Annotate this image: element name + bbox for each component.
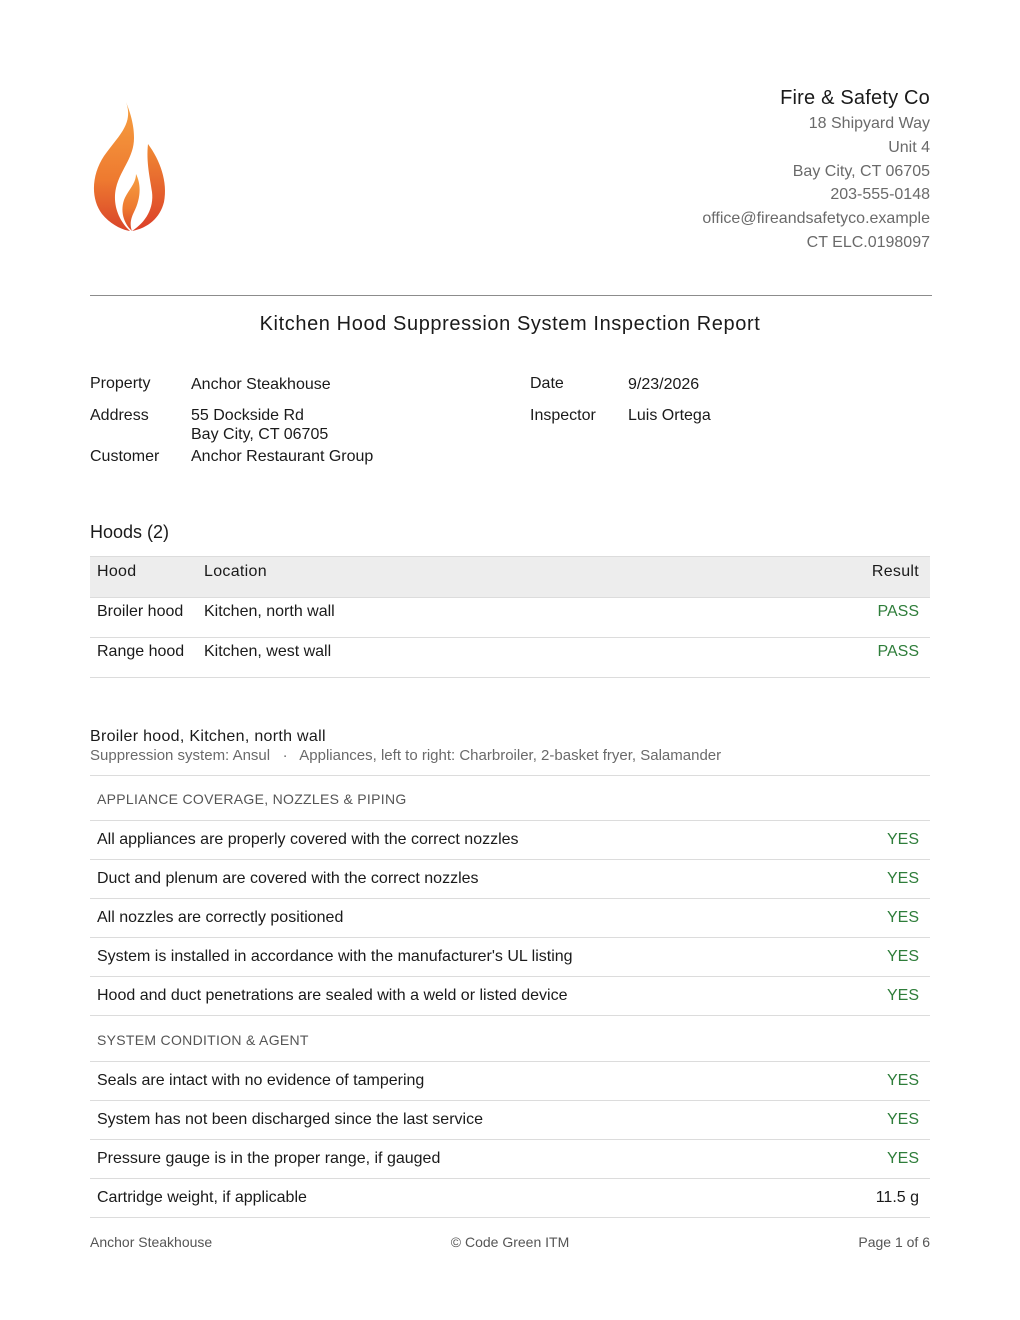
flame-icon (90, 100, 170, 234)
hoods-heading: Hoods (2) (90, 522, 170, 542)
checklist-item (90, 1101, 930, 1140)
hood-name: Broiler hood (97, 603, 184, 620)
address-line-1: 55 Dockside Rd (191, 407, 304, 424)
checklist-question: System is installed in accordance with the manufacturer's UL listing (97, 948, 573, 965)
checklist-answer: 11.5 g (875, 1189, 919, 1206)
checklist-question: System has not been discharged since the last service (97, 1111, 483, 1128)
column-header-location: Location (204, 563, 267, 580)
company-address-line: 18 Shipyard Way (808, 115, 930, 132)
hood-location: Kitchen, north wall (204, 603, 335, 620)
company-license: CT ELC.0198097 (806, 233, 930, 251)
date-value: 9/23/2026 (628, 376, 700, 393)
footer-page-number: Page 1 of 6 (858, 1234, 930, 1250)
report-title: Kitchen Hood Suppression System Inspection Report (259, 313, 761, 335)
footer-property: Anchor Steakhouse (90, 1234, 213, 1250)
inspector-label: Inspector (530, 407, 596, 424)
property-value: Anchor Steakhouse (191, 376, 331, 393)
checklist-answer: YES (886, 831, 919, 848)
company-phone: 203-555-0148 (830, 186, 930, 204)
address-label: Address (90, 407, 149, 424)
footer-copyright: © Code Green ITM (450, 1234, 570, 1250)
checklist-item (90, 1140, 930, 1179)
inspection-checklist (90, 775, 930, 1218)
table-row (90, 638, 930, 678)
checklist-answer: YES (886, 987, 919, 1004)
address-line-2: Bay City, CT 06705 (191, 426, 329, 443)
checklist-answer: YES (886, 1072, 919, 1089)
checklist-item (90, 977, 930, 1016)
hood-result: PASS (877, 643, 919, 660)
customer-value: Anchor Restaurant Group (191, 448, 374, 465)
hood-result: PASS (877, 603, 919, 620)
company-address-line: Bay City, CT 06705 (792, 162, 930, 180)
hood-detail-title: Broiler hood, Kitchen, north wall (90, 728, 326, 745)
checklist-category (90, 776, 930, 821)
hood-name: Range hood (97, 643, 185, 660)
table-row (90, 598, 930, 638)
hoods-table (90, 556, 930, 678)
checklist-category (90, 1016, 930, 1062)
customer-label: Customer (90, 448, 160, 465)
checklist-answer: YES (886, 1150, 919, 1167)
checklist-item (90, 1062, 930, 1101)
hood-detail-subtitle: Suppression system: Ansul · Appliances, left to right: Charbroiler, 2-basket fryer, Salamander (90, 747, 722, 764)
company-address-line: Unit 4 (888, 138, 930, 156)
checklist-item (90, 1179, 930, 1218)
header-divider (90, 295, 932, 296)
hoods-table-header (90, 556, 930, 598)
checklist-answer: YES (886, 948, 919, 965)
category-label: SYSTEM CONDITION & AGENT (97, 1032, 309, 1048)
checklist-answer: YES (886, 870, 919, 887)
checklist-question: Duct and plenum are covered with the correct nozzles (97, 870, 479, 887)
checklist-question: All appliances are properly covered with the correct nozzles (97, 831, 519, 848)
checklist-question: Cartridge weight, if applicable (97, 1189, 307, 1206)
checklist-item (90, 860, 930, 899)
column-header-result: Result (871, 563, 919, 580)
checklist-item (90, 821, 930, 860)
checklist-item (90, 899, 930, 938)
company-block (702, 86, 930, 255)
checklist-question: Hood and duct penetrations are sealed with a weld or listed device (97, 987, 568, 1004)
checklist-answer: YES (886, 909, 919, 926)
property-label: Property (90, 375, 151, 392)
hood-location: Kitchen, west wall (204, 643, 332, 660)
checklist-answer: YES (886, 1111, 919, 1128)
checklist-question: All nozzles are correctly positioned (97, 909, 344, 926)
checklist-item (90, 938, 930, 977)
checklist-question: Pressure gauge is in the proper range, if gauged (97, 1150, 441, 1167)
company-email: office@fireandsafetyco.example (702, 210, 930, 228)
date-label: Date (530, 375, 564, 392)
category-label: APPLIANCE COVERAGE, NOZZLES & PIPING (97, 791, 407, 807)
inspector-value: Luis Ortega (628, 407, 711, 424)
company-name: Fire & Safety Co (780, 87, 930, 109)
column-header-hood: Hood (97, 563, 137, 580)
checklist-question: Seals are intact with no evidence of tampering (97, 1072, 425, 1089)
